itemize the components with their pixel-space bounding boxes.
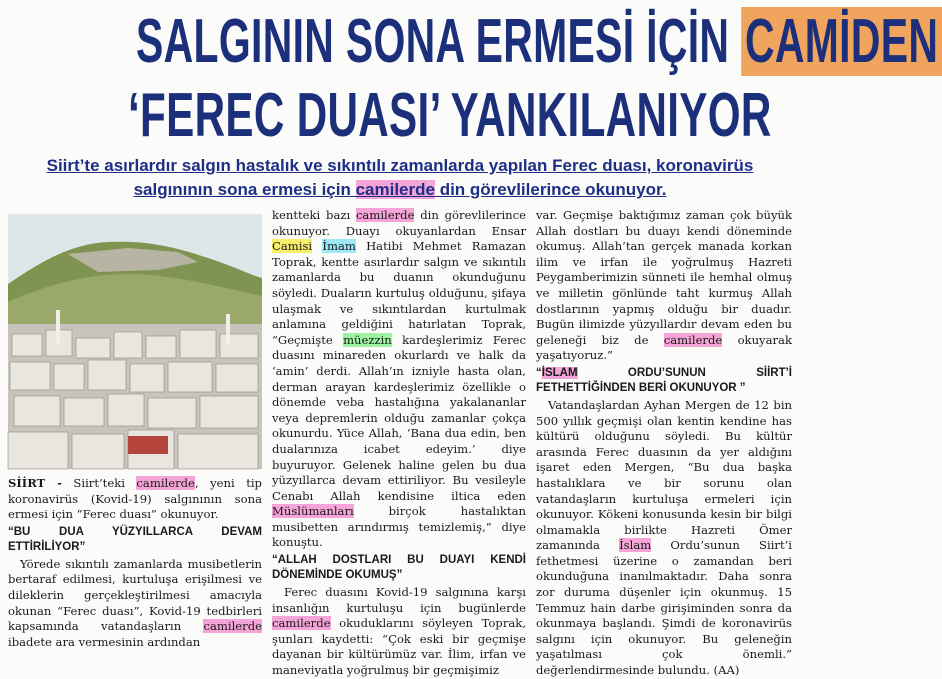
paragraph (536, 398, 792, 679)
highlight-pink: camilerde (663, 332, 723, 347)
article-column-2 (272, 208, 526, 679)
highlight-cyan: İmam (322, 239, 356, 254)
text-span: ibadete ara vermesinin ardından (8, 634, 201, 649)
subheadline-highlight: camilerde (355, 180, 435, 199)
text-span: var. Geçmişe baktığımız zaman çok büyük Allah dostları bu duayı kendi döneminde okumuş. Allah’tan gerçek manada korkan ilim ve irfan ile yoğrulmuş Hazreti Peygamberimizin sünneti ile hemhal olmuş ve milletin gönlünde taht kurmuş Allah dostlarının yapmış olduğu bir duadır. Bugün ilimizde yüzyıllardır devam eden bu geleneği biz de (536, 208, 792, 347)
text-span (312, 239, 322, 253)
text-span: birçok hastalıktan musibetten arındırmış temizlemiş,” diye konuştu. (272, 504, 526, 550)
text-span: Yörede sıkıntılı zamanlarda musibetlerin bertaraf edilmesi, kurtuluşa erişilmesi ve dileklerin gerçekleştirilmesi amacıyla okunan “Ferec duası”, Kovid-19 tedbirleri kapsamında vatandaşların (8, 556, 262, 634)
highlight-yellow: Camisi (272, 239, 313, 254)
dateline: SİİRT - (8, 476, 62, 490)
section-heading: “BU DUA YÜZYILLARCA DEVAM ETTİRİLİYOR” (8, 525, 262, 553)
paragraph (536, 208, 792, 364)
highlight-pink: İSLAM (541, 366, 578, 379)
text-span: Ordu’sunun Siirt’i fethetmesi üzerine o zamandan beri okunduğuna inanılmaktadır. Daha sonra zor duruma düşenler için okunmuş. 15 Temmuz hain darbe girişiminden sonra da okunmaya başlandı. Şimdi de koronavirüs salgını için okunuyor. Bu geleneğin yaşatılması çok önemli.” değerlendirmesinde bulundu. (AA) (536, 538, 793, 678)
subheadline (20, 154, 780, 202)
paragraph (272, 585, 526, 679)
highlight-pink: camilerde (272, 616, 331, 631)
paragraph-intro (8, 476, 262, 523)
city-photo-illustration (8, 214, 262, 469)
text-span: okuduklarını söyleyen Toprak, şunları kaydetti: “Çok eski bir geçmişe dayanan bir kültürümüz var. İlim, irfan ve maneviyatla yoğrulmuş bir geçmişimiz (272, 616, 526, 678)
article-column-3 (536, 208, 792, 679)
highlight-pink: İslam (619, 538, 652, 553)
paragraph (272, 208, 526, 551)
highlight-pink: camilerde (136, 476, 195, 490)
text-span: din görevlilerince okunuyor. Duayı okuyanlardan Ensar (272, 208, 526, 238)
text-span: Hatibi Mehmet Ramazan Toprak, kentte asırlardır salgın ve sıkıntılı zamanlarda bu duanın okunduğunu söyledi. Duaların kurtuluş olduğunu, şifaya ulaşmak ve sıkıntılardan kurtulmak anlamına geldiğini hatırlatan Toprak, “Geçmişte (272, 239, 527, 347)
text-span: ORDU’SUNUN SİİRT’İ FETHETTİĞİNDEN BERİ OKUNUYOR ” (536, 366, 792, 394)
highlight-pink: camilerde (203, 619, 262, 634)
text-span: , yeni tip koronavirüs (Kovid-19) salgınının sona ermesi için “Ferec duası” okunuyor. (8, 476, 262, 522)
text-span: “ (536, 366, 542, 379)
text-span: Ferec duasını Kovid-19 salgınına karşı insanlığın kurtuluşu için bugünlerde (272, 585, 526, 615)
highlight-green: müezzin (343, 332, 392, 347)
highlight-pink: Müslümanları (272, 504, 354, 519)
text-span: kardeşlerimiz Ferec duasını minareden okurlardı ve halk da ‘amin’ derdi. Allah’ın izniyle hasta olan, derman arayan kardeşlerimiz özellikle o dönemde veba hastalığına yakalananlar veya depremlerin olduğu zamanlar çokça okunurdu. Yüce Allah, ‘Bana dua edin, ben dualarınıza icabet edeyim.’ diye buyuruyor. Gelenek haline gelen bu dua yüzyıllarca devam ettiriliyor. Bu vesileyle Cenabı Allah kendisine iltica eden (272, 332, 526, 503)
paragraph (8, 557, 262, 651)
city-photo (8, 214, 262, 469)
headline-line-1 (136, 6, 939, 78)
highlight-pink: camilerde (355, 208, 415, 222)
subheadline-text-c: din görevlilerince okunuyor. (434, 180, 667, 199)
section-heading: “ALLAH DOSTLARI BU DUAYI KENDİ DÖNEMİNDE OKUMUŞ” (272, 554, 526, 582)
headline-part-1: SALGININ SONA ERMESİ İÇİN (136, 7, 730, 76)
text-span: kentteki bazı (272, 208, 356, 222)
headline-line-2: ‘FEREC DUASI’ YANKILANIYOR (128, 81, 772, 150)
section-heading (536, 366, 792, 396)
text-span: Vatandaşlardan Ayhan Mergen de 12 bin 500 yıllık geçmişi olan kentin kendine has kültürü olduğunu söyledi. Bu kültür arasında Ferec duasının da yer aldığını işaret eden Mergen, “Bu dua başka hastalıklara ve bir sorunu olan vatandaşların kurtuluşa ermeleri için okunuyor. Kökeni konusunda kesin bir bilgi olmamakla birlikte Hazreti Ömer zamanında (536, 397, 792, 553)
article-column-1 (8, 476, 262, 650)
text-span: Siirt’teki (61, 476, 137, 490)
subheadline-text-a: Siirt’te asırlardır salgın hastalık ve sıkıntılı zamanlarda yapılan Ferec duası, koronavirüs salgınının sona ermesi için (46, 156, 754, 199)
text-span: okuyarak yaşatıyoruz.” (536, 332, 792, 363)
headline-highlight-box: CAMİDEN (741, 7, 942, 76)
